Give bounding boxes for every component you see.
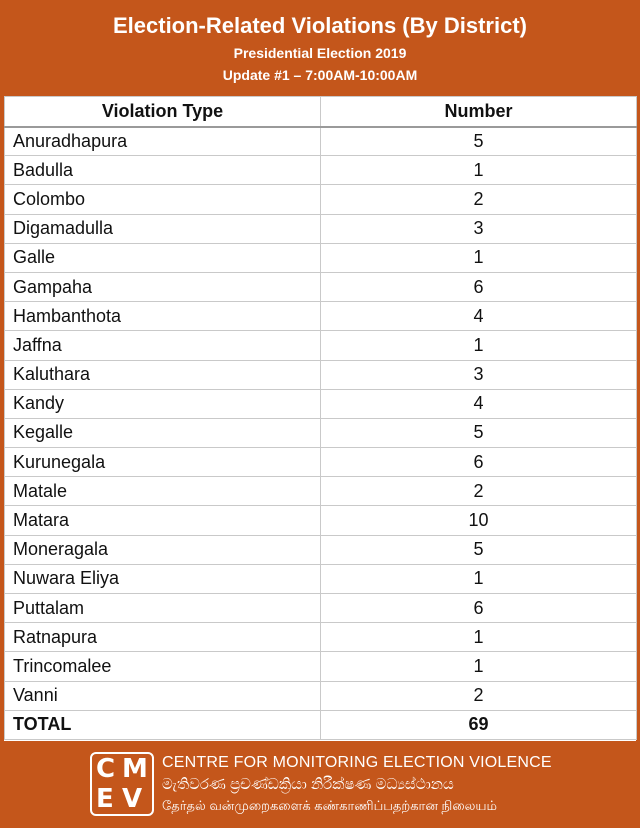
total-row [5, 710, 637, 739]
page-subtitle: Presidential Election 2019 [233, 45, 407, 61]
district-name: Moneragala [5, 535, 321, 564]
violation-count: 5 [321, 418, 637, 447]
violation-count: 1 [321, 564, 637, 593]
violation-count: 6 [321, 594, 637, 623]
district-name: Badulla [5, 156, 321, 185]
table-row [5, 185, 637, 214]
table-row [5, 360, 637, 389]
org-name-sinhala: මැතිවරණ ප්‍රචණ්ඩක්‍රියා නිරීක්ෂණ මධ්‍යස්ථානය [162, 776, 454, 793]
header [0, 0, 640, 96]
violation-count: 10 [321, 506, 637, 535]
logo-letter-m: M [122, 754, 148, 784]
table-row [5, 564, 637, 593]
org-name-tamil: தேர்தல் வன்முறைகளைக் கண்காணிப்பதற்கான நிலையம் [162, 798, 498, 813]
district-name: Matale [5, 477, 321, 506]
violation-count: 1 [321, 156, 637, 185]
violation-count: 5 [321, 535, 637, 564]
district-name: Kurunegala [5, 448, 321, 477]
page-title: Election-Related Violations (By District) [112, 13, 527, 38]
district-name: Kaluthara [5, 360, 321, 389]
violations-table [4, 96, 637, 740]
table-row [5, 302, 637, 331]
district-name: Matara [5, 506, 321, 535]
district-name: Vanni [5, 681, 321, 710]
violation-count: 4 [321, 302, 637, 331]
violation-count: 2 [321, 185, 637, 214]
violation-count: 3 [321, 214, 637, 243]
district-name: Jaffna [5, 331, 321, 360]
table-row [5, 214, 637, 243]
district-name: Galle [5, 243, 321, 272]
table-row [5, 535, 637, 564]
district-name: Gampaha [5, 272, 321, 301]
table-header-row [5, 97, 637, 127]
table-body [5, 127, 637, 740]
violation-count: 6 [321, 448, 637, 477]
violation-count: 4 [321, 389, 637, 418]
table-row [5, 623, 637, 652]
logo-letter-e: E [96, 784, 114, 814]
district-name: Ratnapura [5, 623, 321, 652]
district-name: Nuwara Eliya [5, 564, 321, 593]
table-row [5, 389, 637, 418]
table-row [5, 243, 637, 272]
table-row [5, 652, 637, 681]
table-row [5, 272, 637, 301]
table-row [5, 127, 637, 156]
cmev-logo [90, 752, 154, 816]
table-row [5, 594, 637, 623]
table-row [5, 448, 637, 477]
district-name: Colombo [5, 185, 321, 214]
table-row [5, 506, 637, 535]
violation-count: 1 [321, 331, 637, 360]
table-row [5, 477, 637, 506]
district-name: Puttalam [5, 594, 321, 623]
district-name: Kandy [5, 389, 321, 418]
footer [0, 742, 640, 828]
table-row [5, 156, 637, 185]
district-name: Anuradhapura [5, 127, 321, 156]
violation-count: 5 [321, 127, 637, 156]
violation-count: 1 [321, 243, 637, 272]
violation-count: 2 [321, 477, 637, 506]
table-row [5, 331, 637, 360]
violation-count: 3 [321, 360, 637, 389]
violation-count: 2 [321, 681, 637, 710]
total-value: 69 [321, 710, 637, 739]
logo-letter-c: C [96, 754, 116, 784]
district-name: Trincomalee [5, 652, 321, 681]
district-name: Hambanthota [5, 302, 321, 331]
total-label: TOTAL [5, 710, 321, 739]
violation-count: 1 [321, 623, 637, 652]
violation-count: 6 [321, 272, 637, 301]
violation-count: 1 [321, 652, 637, 681]
table-row [5, 681, 637, 710]
column-header-violation-type: Violation Type [5, 97, 321, 127]
logo-letter-v: V [122, 784, 143, 814]
update-label: Update #1 – 7:00AM-10:00AM [222, 67, 418, 83]
column-header-number: Number [321, 97, 637, 127]
table-row [5, 418, 637, 447]
district-name: Digamadulla [5, 214, 321, 243]
district-name: Kegalle [5, 418, 321, 447]
violations-table-container [4, 96, 636, 741]
org-name-english: CENTRE FOR MONITORING ELECTION VIOLENCE [162, 754, 552, 771]
